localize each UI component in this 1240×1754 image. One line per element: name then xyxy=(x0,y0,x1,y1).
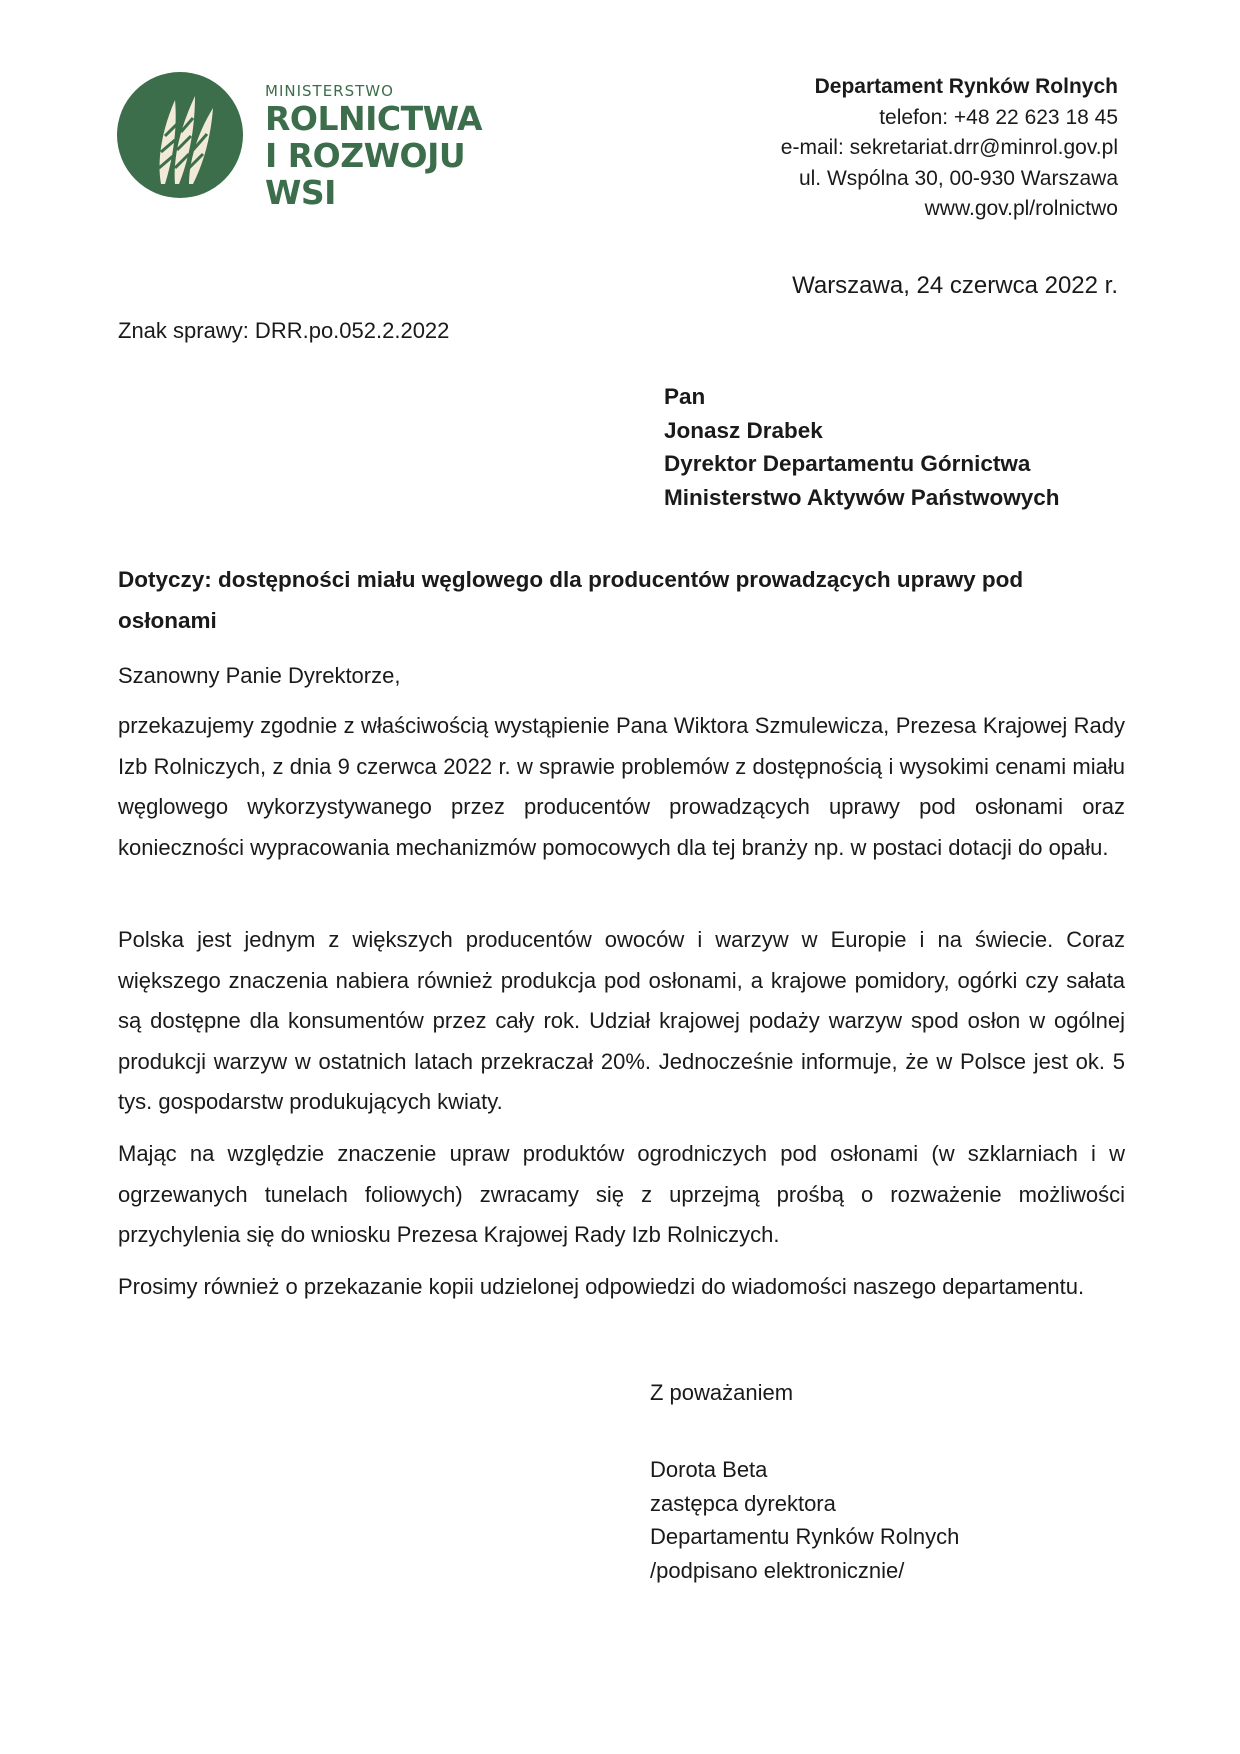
sender-address: ul. Wspólna 30, 00-930 Warszawa xyxy=(798,166,1118,190)
recipient-block xyxy=(664,380,1060,514)
recipient-position: Dyrektor Departamentu Górnictwa xyxy=(664,451,1031,476)
sender-contact-block xyxy=(781,72,1118,225)
letter-subject: Dotyczy: dostępności miału węglowego dla producentów prowadzących uprawy pod osłonami xyxy=(118,567,1024,633)
body-paragraph: Mając na względzie znaczenie upraw produktów ogrodniczych pod osłonami (w szklarniach i w ogrzewanych tunelach foliowych) zwracamy się z uprzejmą prośbą o rozważenie możliwości przychylenia się do wniosku Prezesa Krajowej Rady Izb Rolniczych. xyxy=(118,1141,1125,1247)
letter-date: Warszawa, 24 czerwca 2022 r. xyxy=(792,272,1118,299)
body-paragraph: Polska jest jednym z większych producentów owoców i warzyw w Europie i na świecie. Coraz większego znaczenia nabiera również produkcja pod osłonami, a krajowe pomidory, ogórki czy sałata są dostępne dla konsumentów przez cały rok. Udział krajowej podaży warzyw spod osłon w ogólnej produkcji warzyw w ostatnich latach przekraczał 20%. Jednocześnie informuje, że w Polsce jest ok. 5 tys. gospodarstw produkujących kwiaty. xyxy=(118,927,1125,1114)
body-paragraph: Prosimy również o przekazanie kopii udzielonej odpowiedzi do wiadomości naszego departamentu. xyxy=(118,1274,1085,1299)
logo-line-agriculture: ROLNICTWA xyxy=(265,99,483,138)
signatory-title: zastępca dyrektora xyxy=(650,1490,836,1516)
body-paragraph: przekazujemy zgodnie z właściwością wystąpienie Pana Wiktora Szmulewicza, Prezesa Krajowej Rady Izb Rolniczych, z dnia 9 czerwca 2022 r. w sprawie problemów z dostępnością i wysokimi cenami miału węglowego wykorzystywanego przez producentów prowadzących uprawy pod osłonami oraz konieczności wypracowania mechanizmów pomocowych dla tej branży np. w postaci dotacji do opału. xyxy=(118,713,1125,860)
signature-block xyxy=(650,1453,959,1587)
signatory-department: Departamentu Rynków Rolnych xyxy=(650,1524,960,1549)
logo-wordmark xyxy=(265,82,547,211)
sender-department: Departament Rynków Rolnych xyxy=(814,75,1118,98)
signature-note: /podpisano elektronicznie/ xyxy=(650,1557,905,1583)
recipient-honorific: Pan xyxy=(664,384,706,409)
recipient-name: Jonasz Drabek xyxy=(664,417,823,443)
letter-closing: Z poważaniem xyxy=(650,1380,794,1405)
logo-line-ministry: MINISTERSTWO xyxy=(265,82,394,100)
signatory-name: Dorota Beta xyxy=(650,1457,768,1482)
recipient-organization: Ministerstwo Aktywów Państwowych xyxy=(664,484,1060,510)
wheat-emblem-icon xyxy=(117,72,243,198)
sender-website: www.gov.pl/rolnictwo xyxy=(924,197,1118,220)
sender-email: e-mail: sekretariat.drr@minrol.gov.pl xyxy=(780,136,1118,159)
logo-line-rural: I ROZWOJU WSI xyxy=(265,136,466,212)
case-reference: Znak sprawy: DRR.po.052.2.2022 xyxy=(118,318,450,343)
letter-salutation: Szanowny Panie Dyrektorze, xyxy=(118,663,401,688)
sender-phone: telefon: +48 22 623 18 45 xyxy=(879,105,1118,129)
ministry-logo xyxy=(117,72,547,212)
